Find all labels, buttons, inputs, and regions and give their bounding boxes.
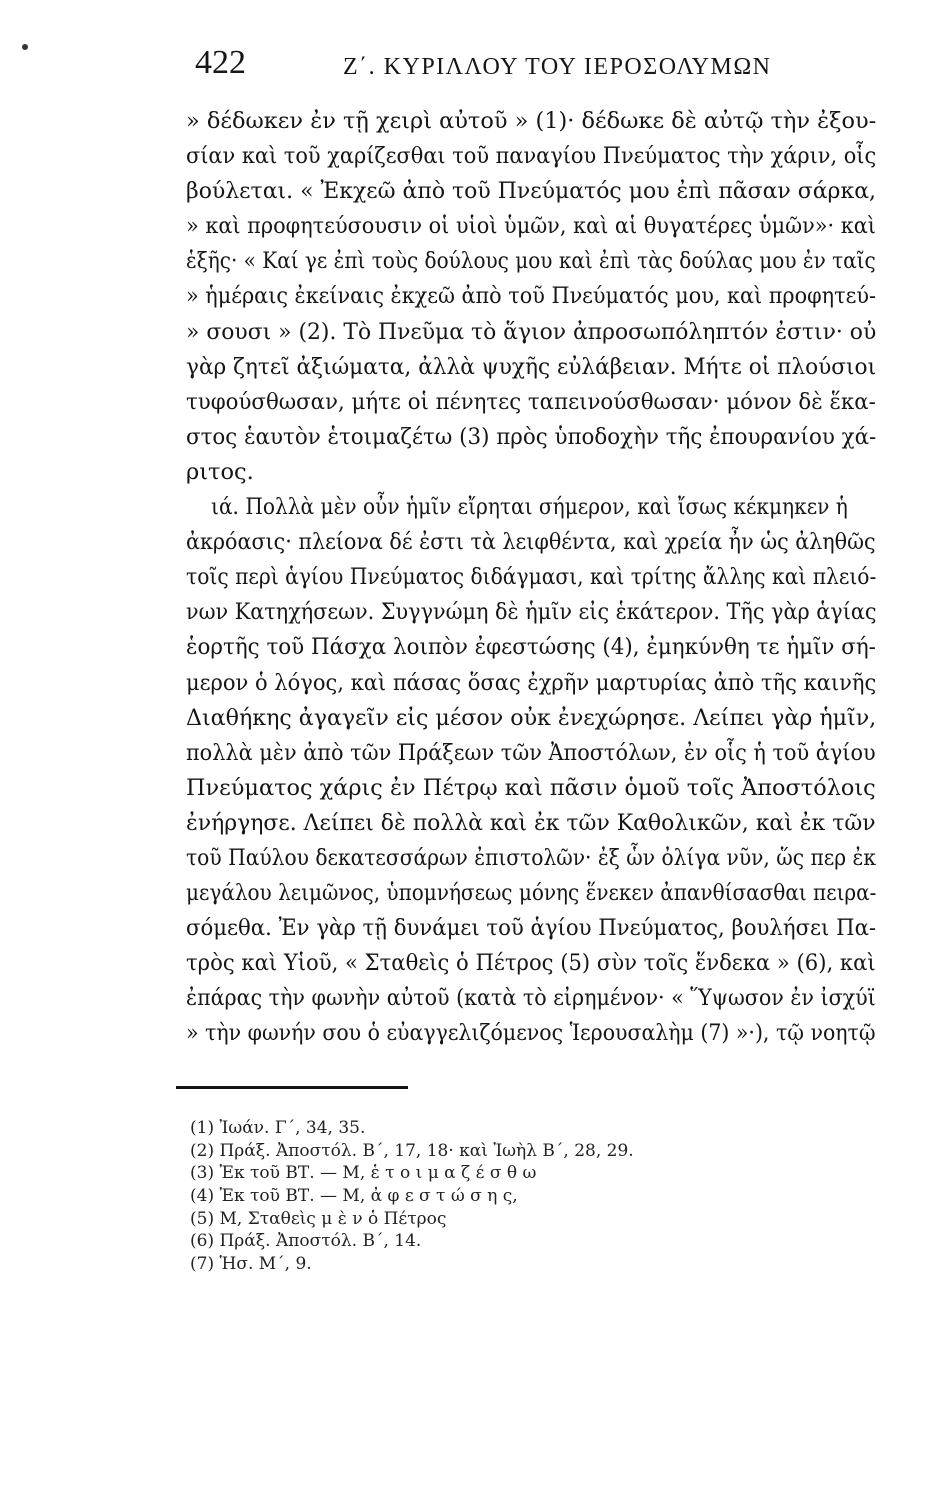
text-line: νων Κατηχήσεων. Συγγνώμη δὲ ἡμῖν εἰς ἑκάτερον. Τῆς γὰρ ἁγίας [186,599,877,626]
text-line: » δέδωκεν ἐν τῇ χειρὶ αὐτοῦ » (1)· δέδωκε δὲ αὐτῷ τὴν ἐξου- [186,108,877,134]
text-line: Πνεύματος χάρις ἐν Πέτρῳ καὶ πᾶσιν ὁμοῦ τοῖς Ἀποστόλοις [186,774,876,801]
body-text [186,104,876,1052]
text-line: τοῦ Παύλου δεκατεσσάρων ἐπιστολῶν· ἐξ ὧν ὀλίγα νῦν, ὥς περ ἐκ [186,844,877,871]
footnote: (4) Ἐκ τοῦ ΒΤ. — Μ, ἀ φ ε σ τ ώ σ η ς, [190,1186,518,1207]
footnote: (2) Πράξ. Ἀποστόλ. Β΄, 17, 18· καὶ Ἰωὴλ Β΄, 28, 29. [190,1140,634,1161]
text-line: τοῖς περὶ ἁγίου Πνεύματος διδάγμασι, καὶ τρίτης ἄλλης καὶ πλειό- [186,564,877,591]
text-line: ἀκρόασις· πλείονα δέ ἐστι τὰ λειφθέντα, καὶ χρεία ἦν ὡς ἀληθῶς [186,529,876,556]
text-line: τυφούσθωσαν, μήτε οἱ πένητες ταπεινούσθωσαν· μόνον δὲ ἕκα- [186,388,876,415]
running-title: Ζ΄. ΚΥΡΙΛΛΟΥ ΤΟΥ ΙΕΡΟΣΟΛΥΜΩΝ [343,54,772,80]
paragraph-start-line: ιά. Πολλὰ μὲν οὖν ἡμῖν εἴρηται σήμερον, καὶ ἴσως κέκμηκεν ἡ [211,494,848,521]
text-line: ἑξῆς· « Καί γε ἐπὶ τοὺς δούλους μου καὶ ἐπὶ τὰς δούλας μου ἐν ταῖς [186,248,876,275]
text-line: ἐπάρας τὴν φωνὴν αὐτοῦ (κατὰ τὸ εἰρημένον· « Ὕψωσον ἐν ἰσχύϊ [186,985,876,1012]
page-header [195,44,875,96]
text-line: » σουσι » (2). Τὸ Πνεῦμα τὸ ἅγιον ἀπροσωπόληπτόν ἐστιν· οὐ [186,318,877,345]
ink-speck [22,44,28,50]
text-line: Διαθήκης ἀγαγεῖν εἰς μέσον οὐκ ἐνεχώρησε. Λείπει γὰρ ἡμῖν, [186,704,877,731]
text-line: σόμεθα. Ἐν γὰρ τῇ δυνάμει τοῦ ἁγίου Πνεύματος, βουλήσει Πα- [186,915,877,942]
text-line: » τὴν φωνήν σου ὁ εὐαγγελιζόμενος Ἱερουσαλὴμ (7) »·), τῷ νοητῷ [186,1020,876,1047]
text-line: μερον ὁ λόγος, καὶ πάσας ὅσας ἐχρῆν μαρτυρίας ἀπὸ τῆς καινῆς [186,669,877,696]
footnote: (6) Πράξ. Ἀποστόλ. Β΄, 14. [190,1231,422,1252]
footnote: (5) Μ, Σταθεὶς μ ὲ ν ὁ Πέτρος [190,1208,447,1229]
footnote: (3) Ἐκ τοῦ ΒΤ. — Μ, ἑ τ ο ι μ α ζ έ σ θ ω [190,1163,537,1184]
footnotes [190,1117,710,1276]
footnote: (7) Ἡσ. Μ΄, 9. [190,1254,312,1275]
footnote-separator [176,1086,408,1089]
text-line: τρὸς καὶ Υἱοῦ, « Σταθεὶς ὁ Πέτρος (5) σὺν τοῖς ἕνδεκα » (6), καὶ [186,950,876,977]
text-line: » ἡμέραις ἐκείναις ἐκχεῶ ἀπὸ τοῦ Πνεύματός μου, καὶ προφητεύ- [186,283,876,310]
text-line: μεγάλου λειμῶνος, ὑπομνήσεως μόνης ἕνεκεν ἀπανθίσασθαι πειρα- [186,880,877,907]
text-line: πολλὰ μὲν ἀπὸ τῶν Πράξεων τῶν Ἀποστόλων, ἐν οἷς ἡ τοῦ ἁγίου [186,739,876,766]
footnote: (1) Ἰωάν. Γ΄, 34, 35. [190,1118,366,1138]
text-line: » καὶ προφητεύσουσιν οἱ υἱοὶ ὑμῶν, καὶ αἱ θυγατέρες ὑμῶν»· καὶ [186,213,876,240]
text-line: ἐνήργησε. Λείπει δὲ πολλὰ καὶ ἐκ τῶν Καθολικῶν, καὶ ἐκ τῶν [186,809,876,836]
text-line: στος ἑαυτὸν ἑτοιμαζέτω (3) πρὸς ὑποδοχὴν τῆς ἐπουρανίου χά- [186,423,877,450]
text-line: γὰρ ζητεῖ ἀξιώματα, ἀλλὰ ψυχῆς εὐλάβειαν. Μήτε οἱ πλούσιοι [186,353,877,380]
text-line: βούλεται. « Ἐκχεῶ ἀπὸ τοῦ Πνεύματός μου ἐπὶ πᾶσαν σάρκα, [186,178,877,205]
page-number: 422 [195,44,246,81]
text-line: ἑορτῆς τοῦ Πάσχα λοιπὸν ἐφεστώσης (4), ἐμηκύνθη τε ἡμῖν σή- [186,634,876,661]
text-line: σίαν καὶ τοῦ χαρίζεσθαι τοῦ παναγίου Πνεύματος τὴν χάριν, οἷς [186,143,877,170]
text-line: ριτος. [186,458,254,485]
